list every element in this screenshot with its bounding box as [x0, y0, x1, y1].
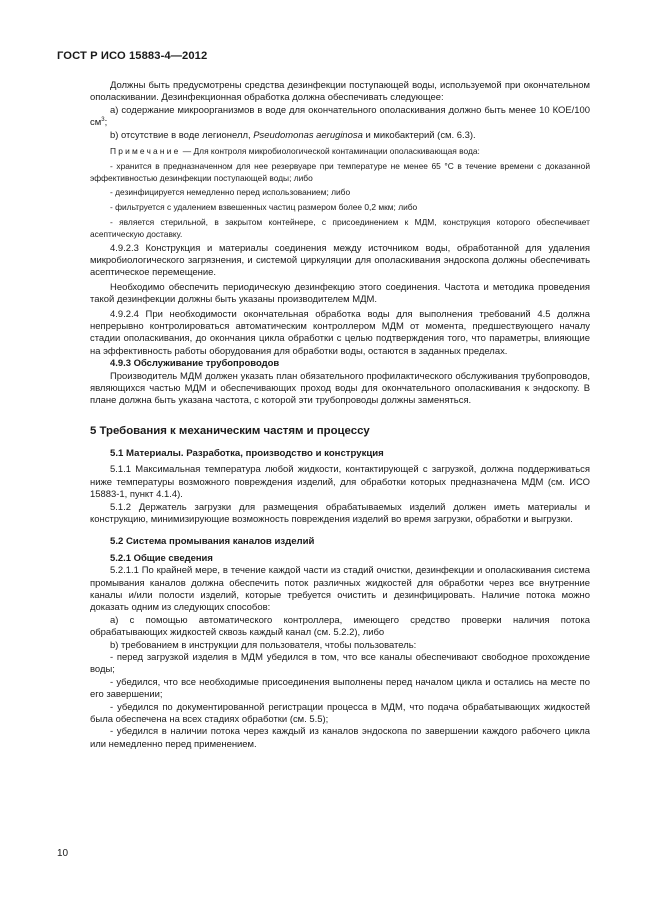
- note-item: - дезинфицируется немедленно перед использованием; либо: [110, 187, 351, 198]
- list-item-a-end: ;: [104, 117, 108, 129]
- list-item-a-text: а) содержание микроорганизмов в воде для окончательного ополаскивания должно быть менее 10 КОЕ/100 см: [90, 104, 590, 129]
- dash-item: - убедился в наличии потока через каждый из каналов эндоскопа по завершении каждого рабочего цикла или немедленно перед применением.: [90, 726, 590, 750]
- superscript: 3: [101, 117, 105, 124]
- subsection-heading-52: 5.2 Система промывания каналов изделий: [110, 536, 315, 548]
- note-item: - является стерильной, в закрытом контейнере, с присоединением к МДМ, конструкция которого обеспечивает асептическую доставку.: [90, 217, 590, 239]
- page-content: [90, 80, 590, 751]
- dash-item: - убедился по документированной регистрации процесса в МДМ, что подача обрабатывающих жидкостей была обеспечена на всех стадиях обработки (см. 5.5);: [90, 701, 590, 726]
- list-item-b-text: b) отсутствие в воде легионелл,: [110, 129, 254, 141]
- dash-item: - перед загрузкой изделия в МДМ убедился в том, что все каналы обеспечивают свободное прохождение воды;: [90, 651, 590, 676]
- note-item: - фильтруется с удалением взвешенных частиц размером более 0,2 мкм; либо: [110, 202, 418, 213]
- paragraph-4924: 4.9.2.4 При необходимости окончательная обработка воды для выполнения требований 4.5 должна непрерывно контролироваться автоматическим контроллером МДМ от момента, предшествующего началу стадии ополаскивания, до окончания цикла обработки с целью подтверждения того, что параметры, влияющие на эффективность работы оборудования для обработки воды, остаются в заданных пределах.: [90, 308, 590, 357]
- paragraph-511: 5.1.1 Максимальная температура любой жидкости, контактирующей с загрузкой, должна поддерживаться ниже температуры возможного повреждения изделий, для обработки которых предназначена МДМ (см. ИСО 15883-1, пункт 4.1.4).: [90, 464, 590, 501]
- section-heading-5: 5 Требования к механическим частям и процессу: [90, 424, 370, 437]
- note-label: Примечание: [110, 146, 181, 157]
- list-item-b: [90, 130, 590, 142]
- dash-item: - убедился, что все необходимые присоединения выполнены перед началом цикла и остались на месте по его завершении;: [90, 676, 590, 701]
- note-intro: — Для контроля микробиологической контаминации ополаскивающая вода:: [180, 146, 480, 157]
- list-item: b) требованием в инструкции для пользователя, чтобы пользователь:: [110, 639, 417, 651]
- list-item-a: [90, 105, 590, 130]
- paragraph-4923b: Необходимо обеспечить периодическую дезинфекцию этого соединения. Частота и методика проведения такой дезинфекции должны быть указаны производителем МДМ.: [90, 281, 590, 306]
- list-item-b-end: и микобактерий (см. 6.3).: [362, 129, 476, 141]
- page-number: 10: [57, 848, 69, 859]
- document-header: ГОСТ Р ИСО 15883-4—2012: [57, 50, 208, 62]
- paragraph-512: 5.1.2 Держатель загрузки для размещения обрабатываемых изделий должен иметь материалы и конструкцию, минимизирующие возможность повреждения изделий во время загрузки, обработки и выгрузки.: [90, 501, 590, 525]
- note: [90, 146, 590, 158]
- paragraph: Должны быть предусмотрены средства дезинфекции поступающей воды, используемой при окончательном ополаскивании. Дезинфекционная обработка должна обеспечивать следующее:: [90, 80, 590, 104]
- subsection-heading-51: 5.1 Материалы. Разработка, производство и конструкция: [110, 447, 384, 459]
- subsection-heading-493: 4.9.3 Обслуживание трубопроводов: [110, 358, 280, 370]
- paragraph-4923: 4.9.2.3 Конструкция и материалы соединения между источником воды, обработанной для удаления микробиологического загрязнения, и системой циркуляции для ополаскивания эндоскопа должны обеспечивать асептическое перемещение.: [90, 242, 590, 279]
- list-item: а) с помощью автоматического контроллера, имеющего средство проверки наличия потока обрабатывающих жидкостей сквозь каждый канал (см. 5.2.2), либо: [90, 614, 590, 639]
- species-name: Pseudomonas aeruginosa: [253, 129, 363, 141]
- note-item: - хранится в предназначенном для нее резервуаре при температуре не менее 65 °С в течение времени с доказанной эффективностью дезинфекции поступающей воды; либо: [90, 160, 590, 183]
- subsection-heading-521: 5.2.1 Общие сведения: [110, 552, 213, 564]
- paragraph-493: Производитель МДМ должен указать план обязательного профилактического обслуживания трубопроводов, являющихся частью МДМ и обеспечивающих проход воды для окончательного ополаскивания к эндоскопу. В плане должна быть указана частота, с которой эти трубопроводы должны заменяться.: [90, 370, 590, 407]
- paragraph-5211: 5.2.1.1 По крайней мере, в течение каждой части из стадий очистки, дезинфекции и ополаскивания система промывания каналов должна обеспечить поток различных жидкостей для обработки через все внутренние каналы и/или полости изделий, которые требуется очистить и дезинфицировать. Наличие потока можно доказать одним из следующих способов:: [90, 565, 590, 614]
